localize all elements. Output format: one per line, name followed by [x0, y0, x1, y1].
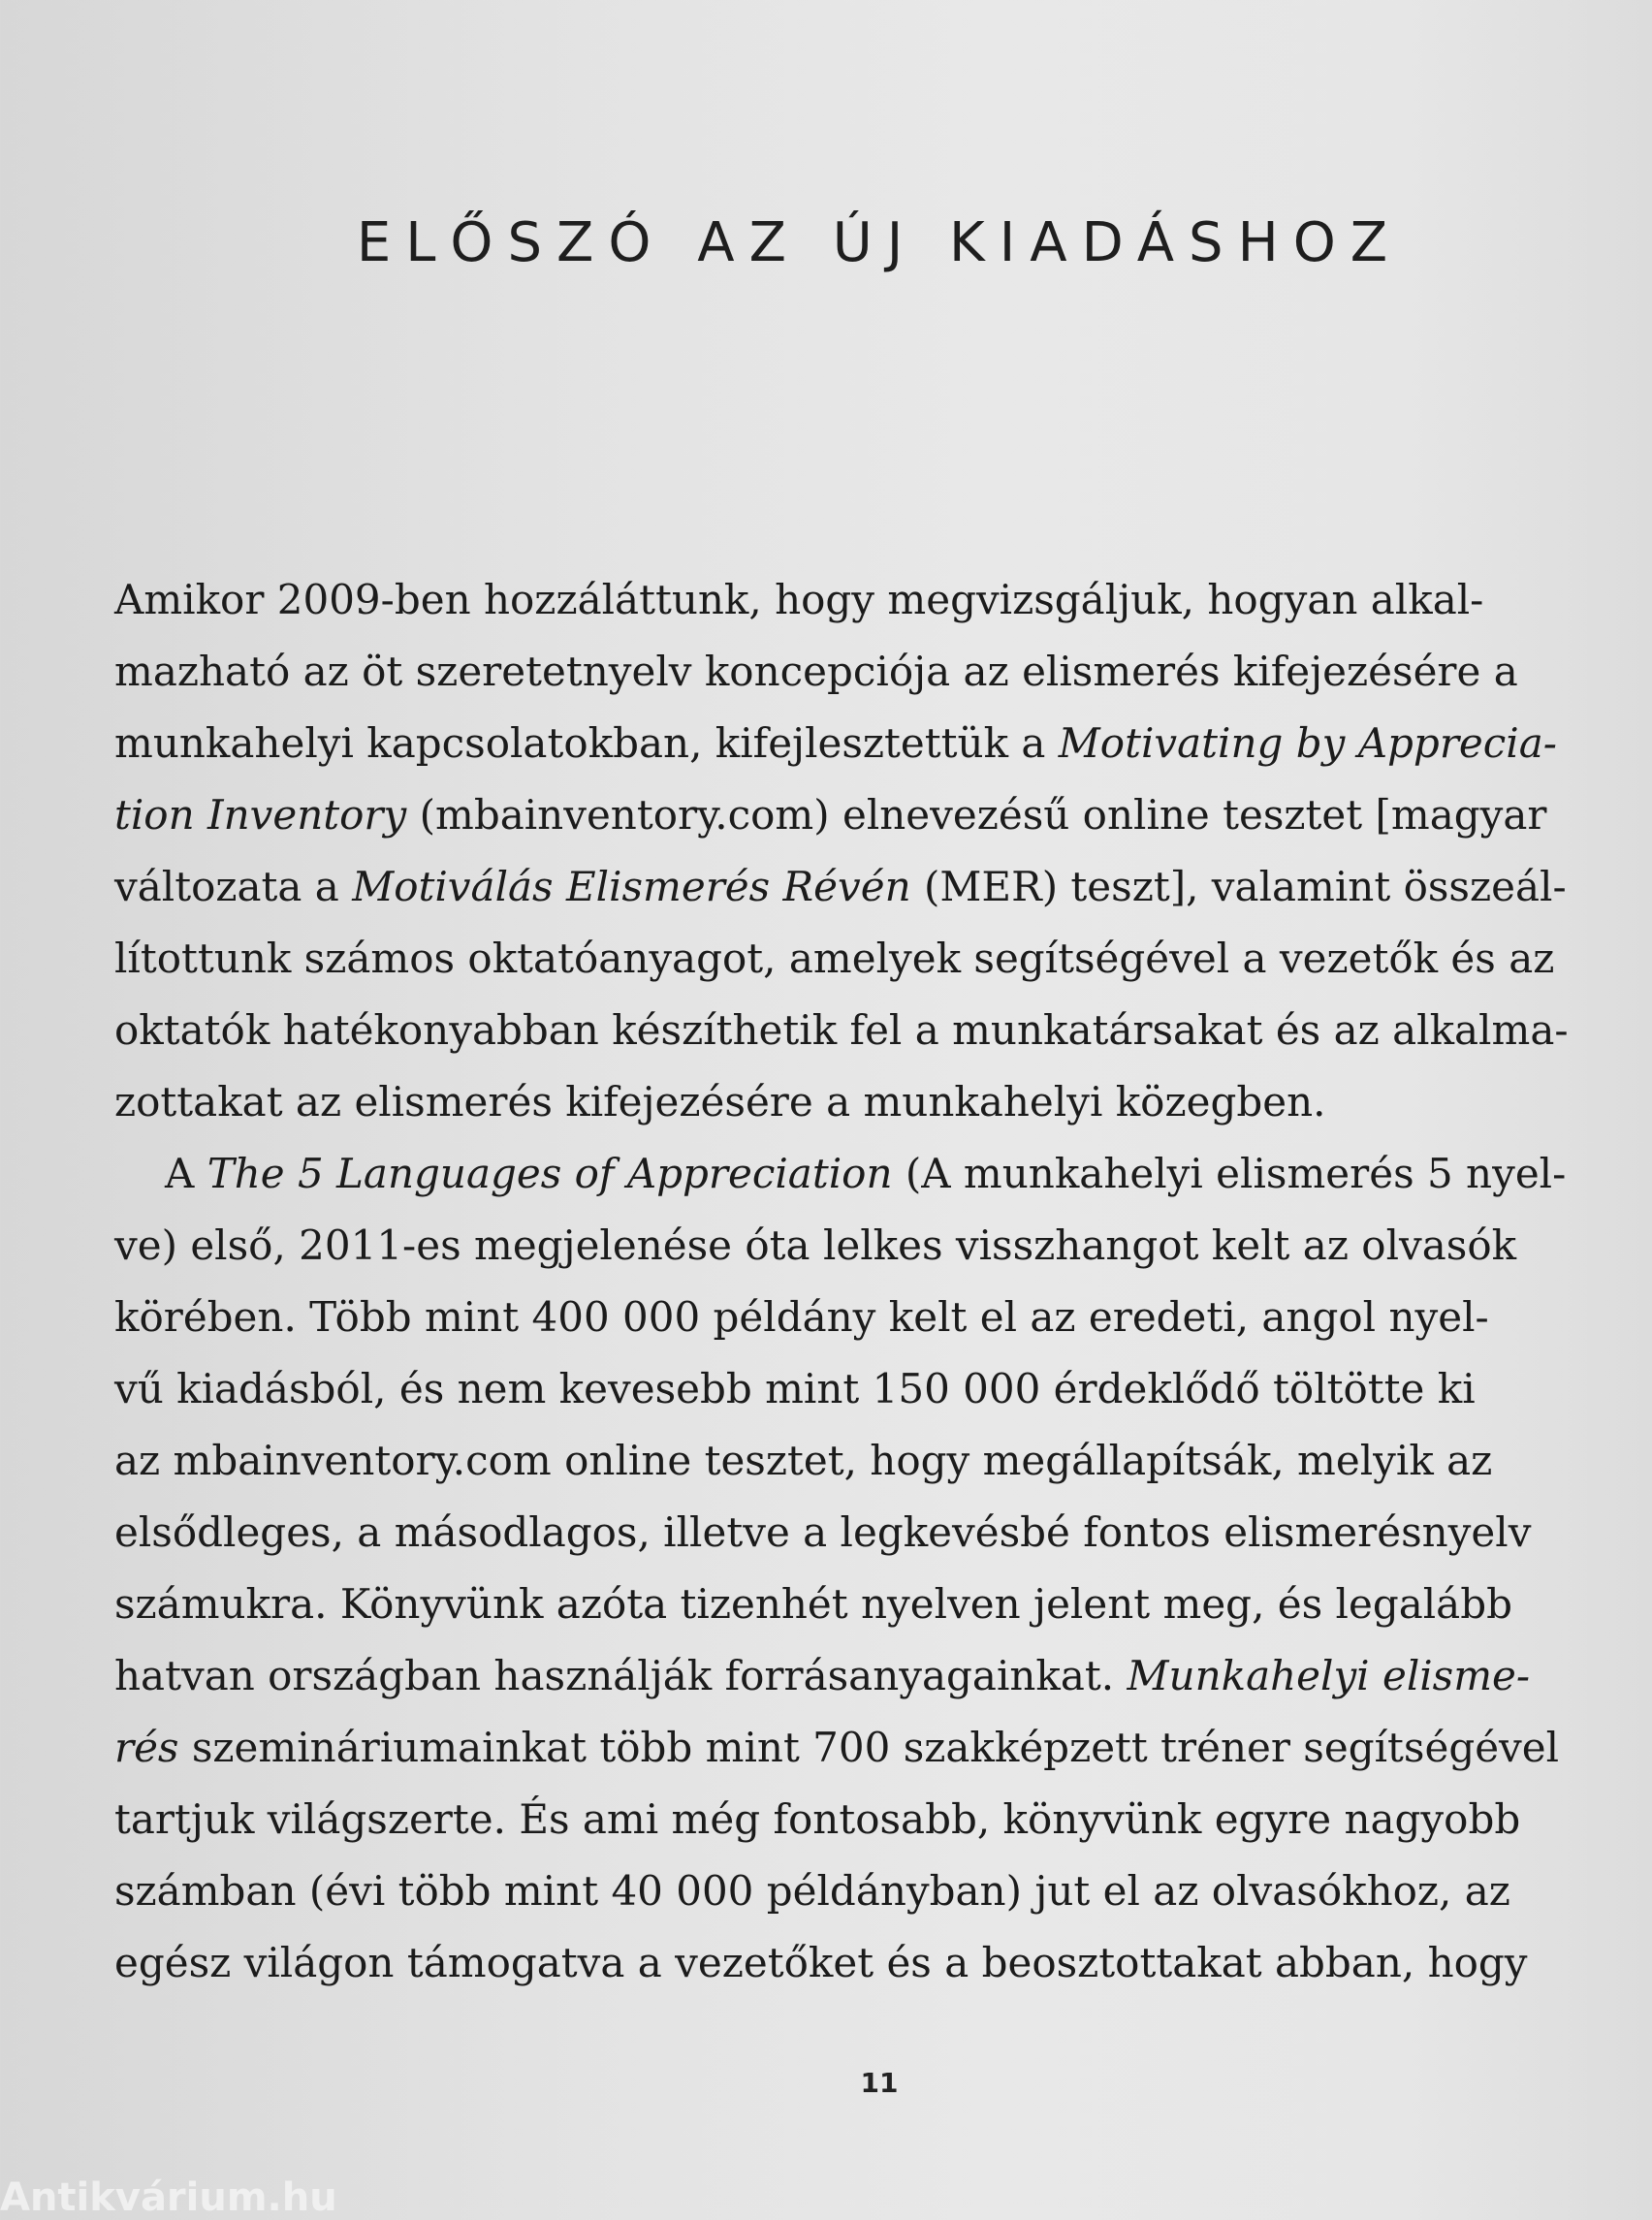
- text-line: az mbainventory.com online tesztet, hogy megállapítsák, melyik az: [114, 1437, 1493, 1484]
- text-line: elsődleges, a másodlagos, illetve a legkevésbé fontos elismerésnyelv: [114, 1508, 1532, 1556]
- text-line: lítottunk számos oktatóanyagot, amelyek segítségével a vezetők és az: [114, 935, 1555, 982]
- text-line: számukra. Könyvünk azóta tizenhét nyelven jelent meg, és legalább: [114, 1580, 1512, 1628]
- page-number: 11: [860, 2067, 899, 2099]
- text-line: zottakat az elismerés kifejezésére a munkahelyi közegben.: [114, 1078, 1326, 1126]
- paragraph-2: [114, 1138, 1567, 1999]
- text-line: tion Inventory (mbainventory.com) elnevezésű online tesztet [magyar: [114, 791, 1547, 839]
- chapter-title: ELŐSZÓ AZ ÚJ KIADÁSHOZ: [356, 211, 1403, 274]
- text-line: mazható az öt szeretetnyelv koncepciója az elismerés kifejezésére a: [114, 648, 1518, 695]
- text-line: A The 5 Languages of Appreciation (A munkahelyi elismerés 5 nyel-: [165, 1150, 1567, 1197]
- text-line: egész világon támogatva a vezetőket és a beosztottakat abban, hogy: [114, 1939, 1528, 1986]
- text-line: Amikor 2009-ben hozzáláttunk, hogy megvizsgáljuk, hogyan alkal-: [114, 576, 1484, 623]
- paragraph-1: [114, 564, 1569, 1138]
- text-line: ve) első, 2011-es megjelenése óta lelkes visszhangot kelt az olvasók: [114, 1221, 1517, 1269]
- text-line: munkahelyi kapcsolatokban, kifejlesztettük a Motivating by Apprecia-: [114, 719, 1557, 767]
- text-line: vű kiadásból, és nem kevesebb mint 150 000 érdeklődő töltötte ki: [114, 1365, 1476, 1412]
- text-line: rés szemináriumainkat több mint 700 szakképzett tréner segítségével: [114, 1724, 1560, 1771]
- text-line: oktatók hatékonyabban készíthetik fel a munkatársakat és az alkalma-: [114, 1006, 1569, 1054]
- text-line: számban (évi több mint 40 000 példányban) jut el az olvasókhoz, az: [114, 1867, 1510, 1915]
- text-line: körében. Több mint 400 000 példány kelt el az eredeti, angol nyel-: [114, 1293, 1489, 1341]
- text-line: hatvan országban használják forrásanyagainkat. Munkahelyi elisme-: [114, 1652, 1531, 1699]
- text-line: változata a Motiválás Elismerés Révén (MER) teszt], valamint összeál-: [114, 863, 1567, 910]
- text-line: tartjuk világszerte. És ami még fontosabb, könyvünk egyre nagyobb: [114, 1795, 1521, 1843]
- watermark: Antikvárium.hu: [0, 2175, 337, 2220]
- body-text: [114, 564, 1569, 1999]
